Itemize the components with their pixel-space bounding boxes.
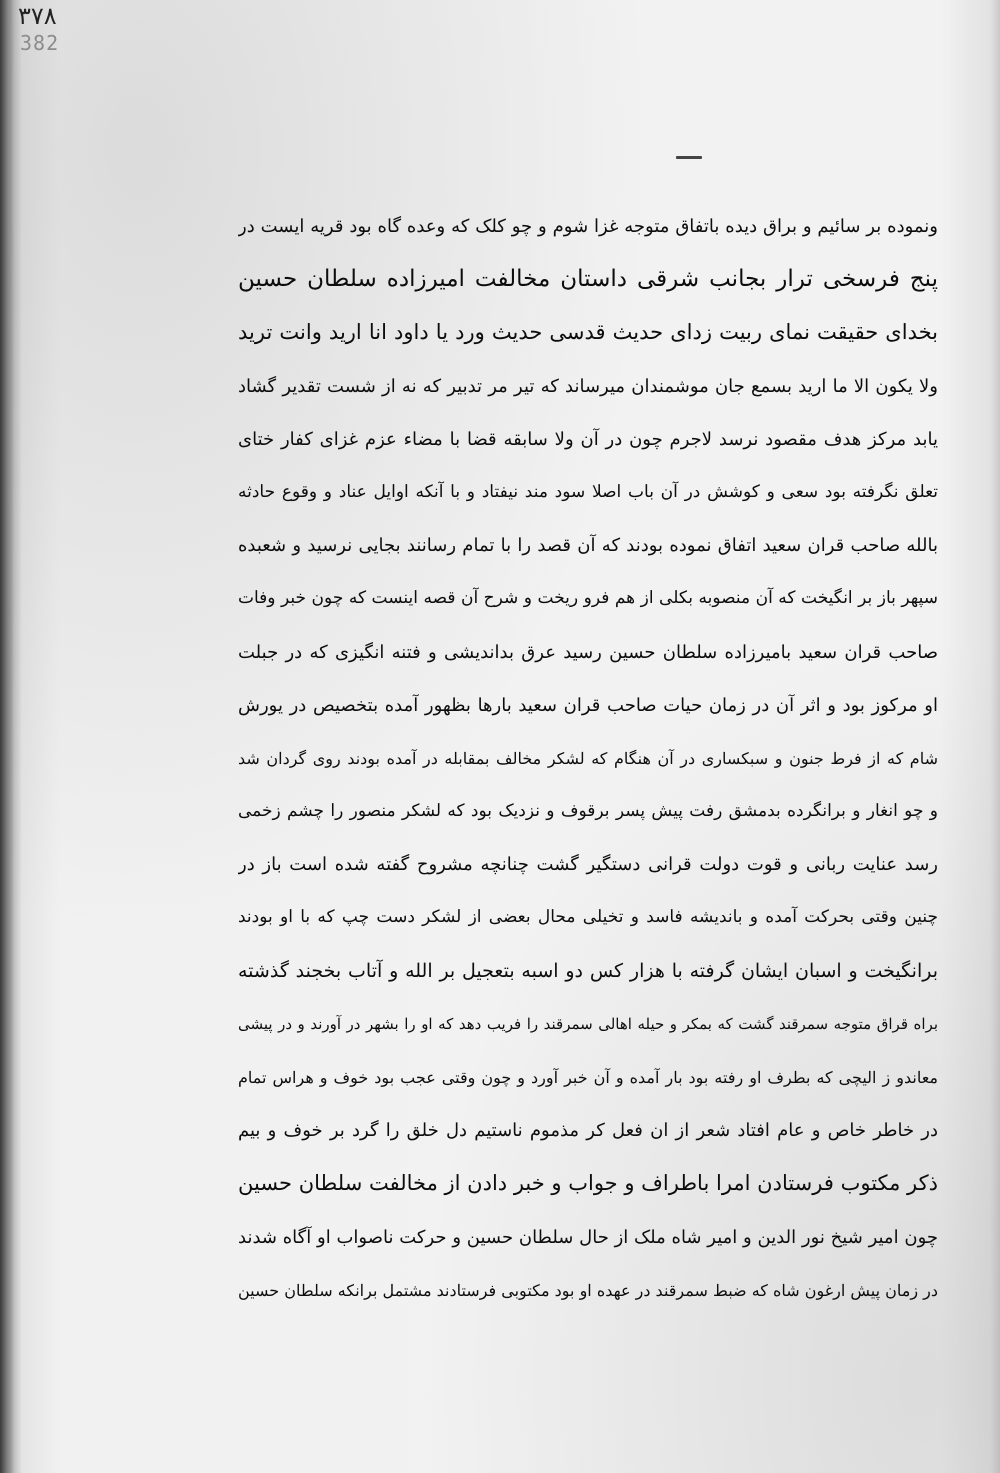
text-line: معاندو ز الیچی که بطرف او رفته بود بار آمده و آن خبر آورد و چون وقتی عجب بود خوف و هراس تمام bbox=[238, 1068, 938, 1087]
header-dash-mark bbox=[676, 156, 702, 159]
text-line: او مرکوز بود و اثر آن در زمان حیات صاحب قران سعید بارها بظهور آمده بتخصیص در یورش bbox=[238, 694, 938, 716]
folio-number: ٣٧٨ bbox=[18, 2, 57, 30]
text-line: رسد عنایت ربانی و قوت دولت قرانی دستگیر گشت چنانچه مشروح گفته شده است باز در bbox=[238, 854, 938, 876]
text-line: تعلق نگرفته بود سعی و کوشش در آن باب اصلا سود مند نیفتاد و با آنکه اوایل عناد و وقوع حادثه bbox=[238, 481, 938, 502]
text-line: برانگیخت و اسبان ایشان گرفته با هزار کس دو اسبه بتعجیل بر الله و آتاب بخجند گذشته bbox=[238, 959, 938, 982]
pencil-page-number: 382 bbox=[20, 31, 60, 55]
text-line: بخدای حقیقت نمای ربیت زدای حدیث قدسی حدیث ورد یا داود انا ارید وانت ترید bbox=[238, 320, 938, 345]
text-line: در زمان پیش ارغون شاه که ضبط سمرقند در عهده او بود مکتوبی فرستادند مشتمل برانکه سلطان حسین bbox=[238, 1280, 938, 1300]
text-line: صاحب قران سعید بامیرزاده سلطان حسین رسید عرق بداندیشی و فتنه انگیزی که در جبلت bbox=[238, 641, 938, 663]
text-line: ونموده بر سائیم و براق دیده باتفاق متوجه غزا شوم و چو کلک که وعده گاه بود قریه ایست در bbox=[238, 216, 938, 237]
text-line: بالله صاحب قران سعید اتفاق نموده بودند که آن قصد را با تمام رسانند بجایی نرسید و شعبده bbox=[238, 535, 938, 557]
text-line: شام که از فرط جنون و سبکساری در آن هنگام که لشکر مخالف بمقابله در آمده بودند روی گردان شد bbox=[238, 748, 938, 768]
binding-shadow bbox=[0, 0, 14, 1473]
text-line: سپهر باز بر انگیخت که آن منصوبه بکلی از هم فرو ریخت و شرح آن قصه اینست که چون خبر وفات bbox=[238, 588, 938, 609]
text-line: و چو انغار و برانگرده بدمشق رفت پیش پسر برقوف و نزدیک بود که لشکر منصور را چشم زخمی bbox=[238, 801, 938, 822]
section-heading-line: ذکر مکتوب فرستادن امرا باطراف و جواب و خبر دادن از مخالفت سلطان حسین bbox=[238, 1171, 938, 1196]
manuscript-text-block bbox=[238, 200, 938, 1317]
text-line: یابد مرکز هدف مقصود نرسد لاجرم چون در آن ولا سابقه قضا با مضاء عزم غزای کفار ختای bbox=[238, 428, 938, 450]
text-line: چنین وقتی بحرکت آمده و باندیشه فاسد و تخیلی محال بعضی از لشکر دست چپ که با او بودند bbox=[238, 907, 938, 928]
text-line: پنج فرسخی ترار بجانب شرقی داستان مخالفت امیرزاده سلطان حسین bbox=[238, 266, 938, 293]
text-line: ولا یکون الا ما ارید بسمع جان موشمندان میرساند که تیر مر تدبیر که نه از شست تقدیر گشاد bbox=[238, 375, 938, 397]
text-line: در خاطر خاص و عام افتاد شعر از ان فعل کر مذموم ناستیم دل خلق را گرد بر خوف و بیم bbox=[238, 1120, 938, 1142]
text-line: براه قراق متوجه سمرقند گشت که بمکر و حیله اهالی سمرقند را فریب دهد که او را بشهر در آورند و در پیشی bbox=[238, 1014, 938, 1033]
text-line: چون امیر شیخ نور الدین و امیر شاه ملک از حال سلطان حسین و حرکت ناصواب او آگاه شدند bbox=[238, 1226, 938, 1248]
